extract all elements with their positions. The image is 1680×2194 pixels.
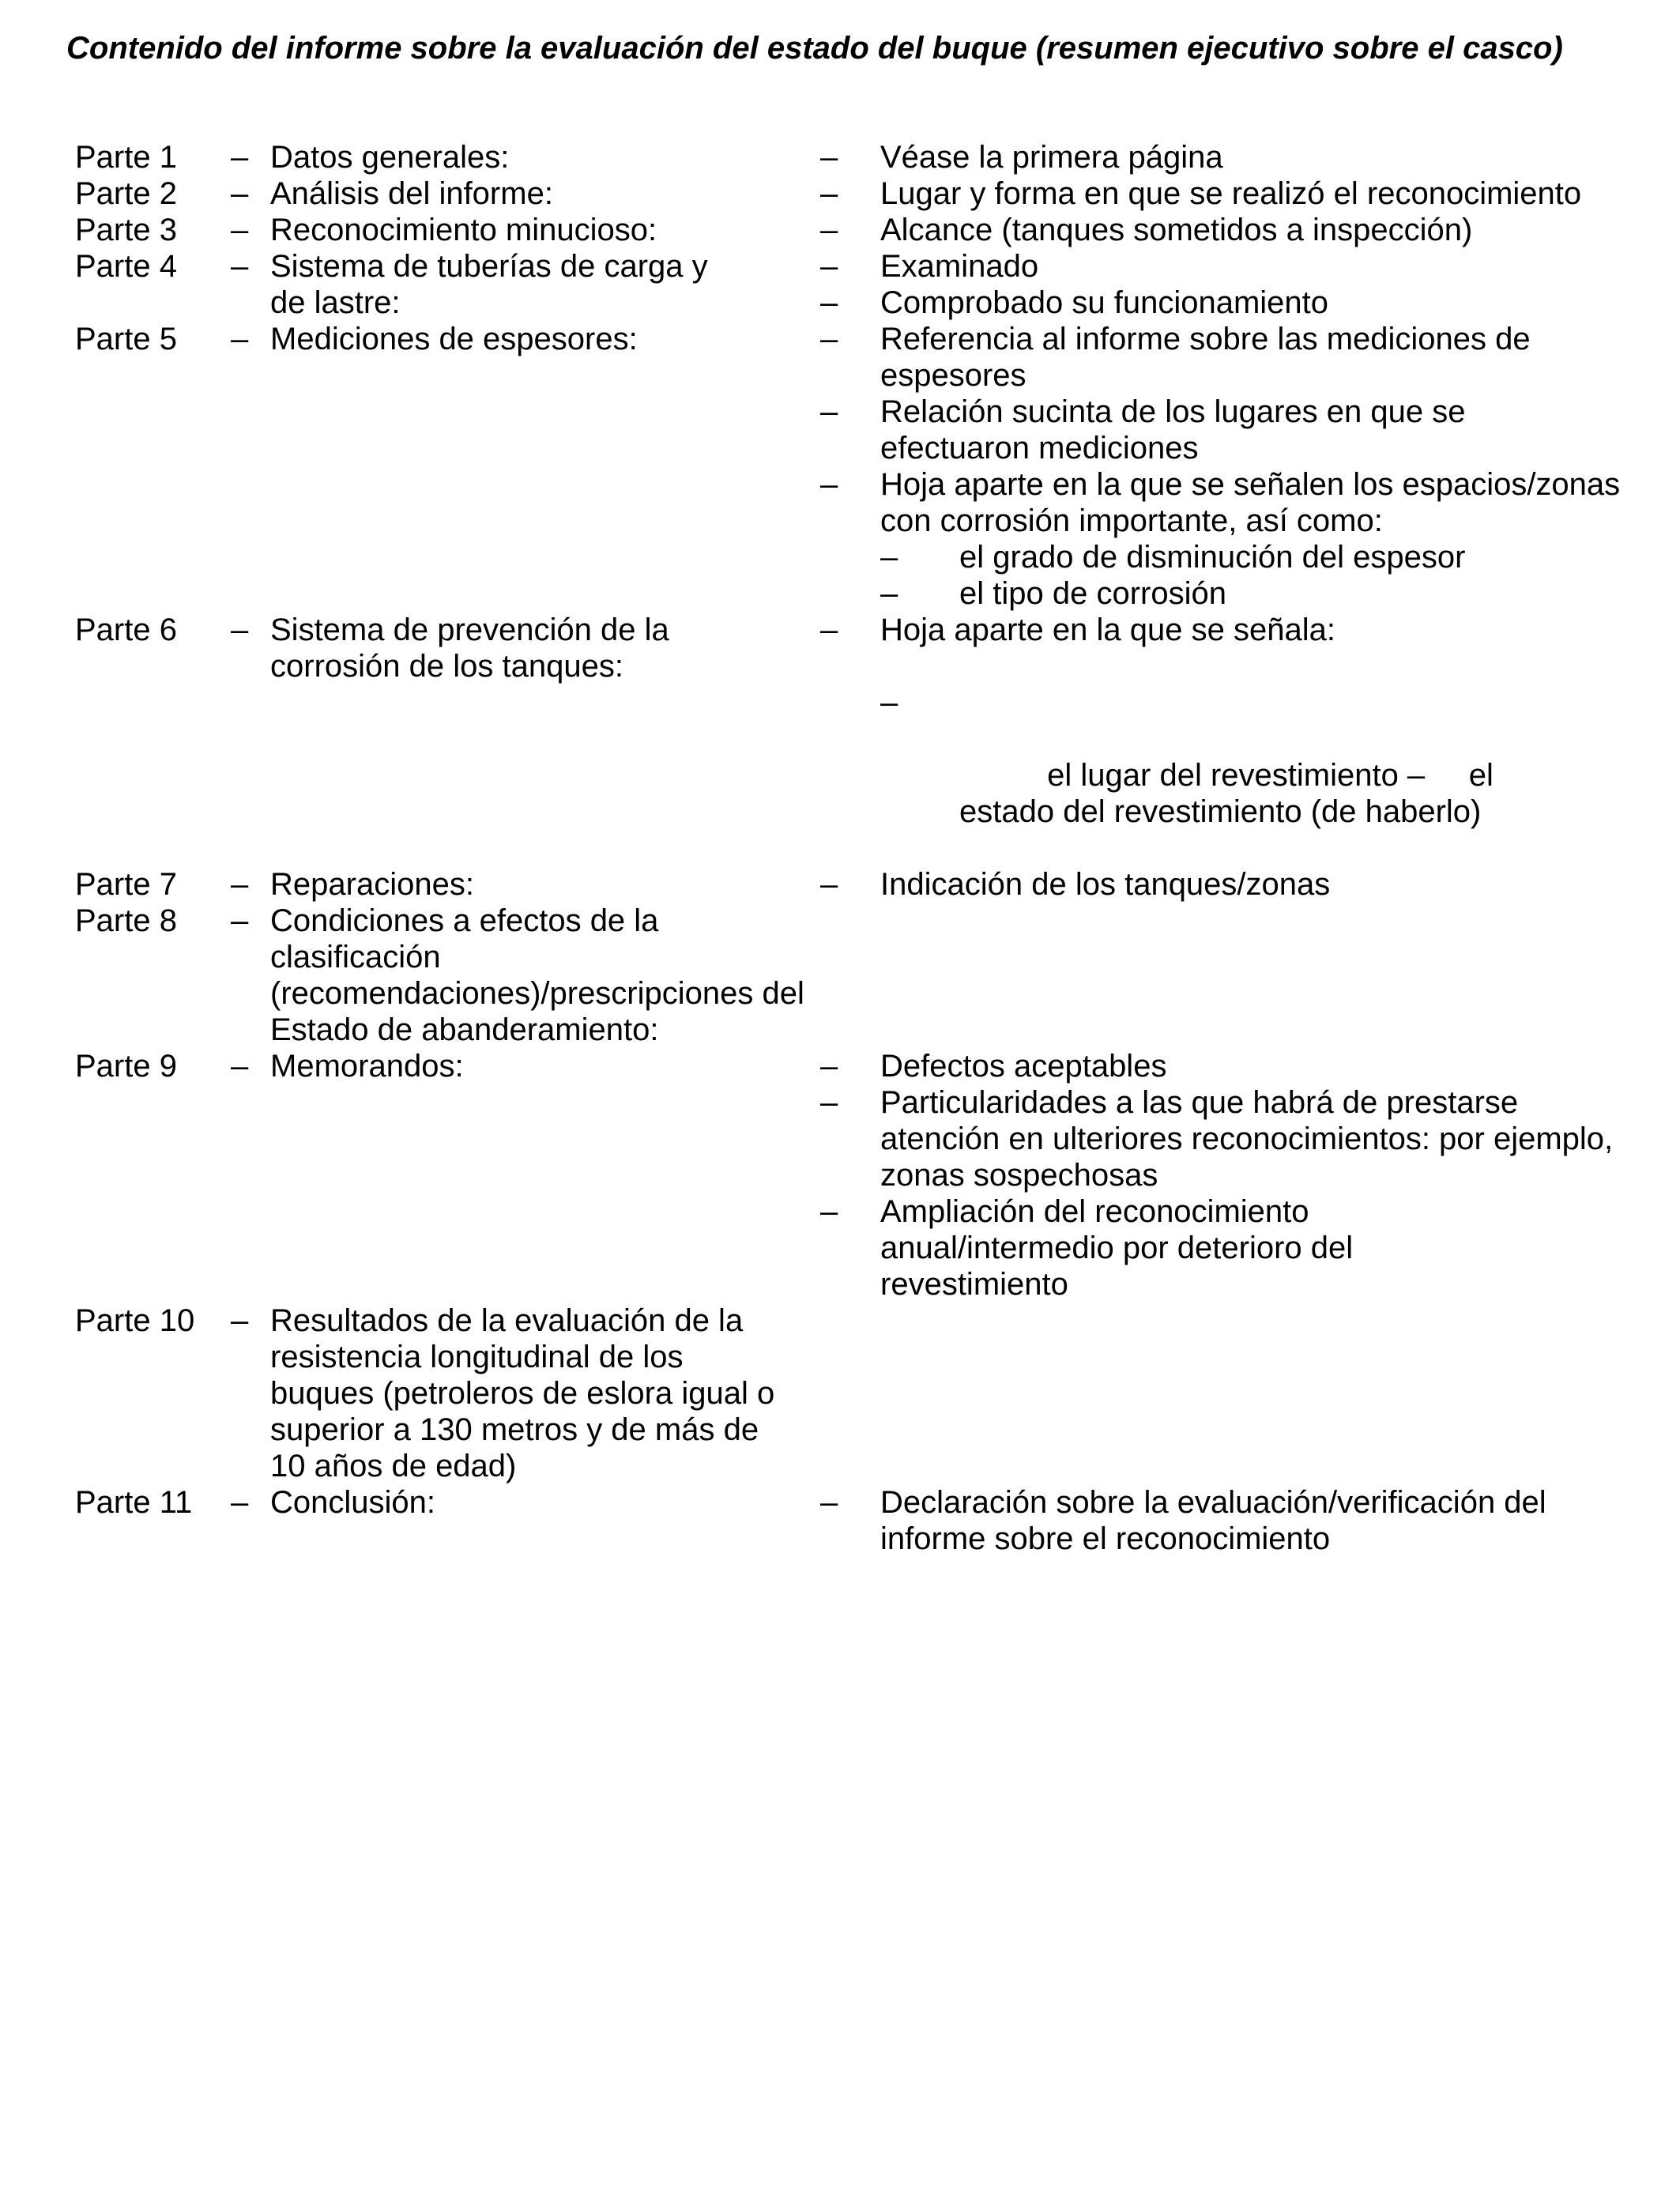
detail-dash: – (820, 140, 838, 175)
detail-text: Indicación de los tanques/zonas (880, 867, 1331, 902)
topic-dash: – (231, 1049, 249, 1084)
detail-dash: – (820, 867, 838, 902)
detail-text: Particularidades a las que habrá de prestarse atención en ulteriores reconocimientos: por ejemplo, zonas sospechosas (880, 1085, 1614, 1193)
part-label: Parte 9 (75, 1049, 177, 1084)
detail-dash: – (820, 213, 838, 247)
detail-text: Lugar y forma en que se realizó el reconocimiento (880, 176, 1582, 211)
detail-dash: – (820, 1085, 838, 1120)
part-topic: Condiciones a efectos de la clasificación (recomendaciones)/prescripciones del Estado de abanderamiento: (270, 903, 804, 1047)
detail-dash: – (820, 249, 838, 284)
detail-text: Hoja aparte en la que se señala: (880, 613, 1335, 647)
detail-item (820, 1048, 1642, 1084)
parts-list (0, 139, 1680, 1557)
detail-text: Véase la primera página (880, 140, 1223, 175)
part-label: Parte 4 (75, 249, 177, 284)
part-row (0, 139, 1680, 175)
part-row (0, 866, 1680, 903)
subdetail-item (820, 575, 1642, 612)
topic-dash: – (231, 903, 249, 938)
subdetail-item (820, 539, 1642, 575)
detail-text: Defectos aceptables (880, 1049, 1167, 1084)
part-topic: Análisis del informe: (270, 176, 553, 211)
part-topic: Conclusión: (270, 1485, 436, 1520)
topic-dash: – (231, 1485, 249, 1520)
document-title: Contenido del informe sobre la evaluación del estado del buque (resumen ejecutivo sobre el casco) (66, 31, 1563, 66)
detail-dash: – (820, 394, 838, 429)
detail-text: Alcance (tanques sometidos a inspección) (880, 213, 1473, 247)
detail-item (820, 866, 1642, 903)
detail-text: Examinado (880, 249, 1039, 284)
part-row (0, 212, 1680, 248)
subdetail-text: el tipo de corrosión (959, 576, 1226, 611)
detail-text: Referencia al informe sobre las mediciones de espesores (880, 322, 1531, 393)
part-label: Parte 7 (75, 867, 177, 902)
detail-dash: – (820, 467, 838, 502)
part-topic: Reconocimiento minucioso: (270, 213, 657, 247)
detail-item (820, 1484, 1642, 1557)
part-row (0, 1302, 1680, 1484)
topic-dash: – (231, 867, 249, 902)
part-details (820, 175, 1642, 212)
part-details (820, 248, 1642, 321)
part-topic: Datos generales: (270, 140, 510, 175)
detail-dash: – (820, 1049, 838, 1084)
part-topic: Sistema de tuberías de carga y de lastre: (270, 249, 708, 320)
subdetail-dash: – (880, 685, 898, 720)
part-topic: Memorandos: (270, 1049, 464, 1084)
detail-item (820, 139, 1642, 175)
detail-item (820, 612, 1642, 648)
part-row (0, 248, 1680, 321)
subdetail-dash: – (880, 576, 898, 611)
part-topic: Sistema de prevención de la corrosión de los tanques: (270, 613, 669, 684)
detail-text: Hoja aparte en la que se señalen los espacios/zonas con corrosión importante, así como: (880, 467, 1621, 538)
part-label: Parte 2 (75, 176, 177, 211)
part-label: Parte 6 (75, 613, 177, 647)
detail-text: Ampliación del reconocimiento anual/intermedio por deterioro del revestimiento (880, 1194, 1354, 1302)
part-details (820, 612, 1642, 866)
part-row (0, 1484, 1680, 1557)
part-details (820, 212, 1642, 248)
part-label: Parte 1 (75, 140, 177, 175)
detail-item (820, 321, 1642, 394)
part-topic: Mediciones de espesores: (270, 322, 638, 356)
blank-line (820, 648, 1642, 684)
subdetail-text: el grado de disminución del espesor (959, 540, 1466, 575)
part-topic: Resultados de la evaluación de la resistencia longitudinal de los buques (petroleros de eslora igual o superior a 130 metros y de más de 10 años de edad) (270, 1303, 775, 1483)
part-details (820, 866, 1642, 903)
topic-dash: – (231, 213, 249, 247)
detail-item (820, 1084, 1642, 1193)
detail-dash: – (820, 613, 838, 647)
detail-dash: – (820, 285, 838, 320)
part-label: Parte 5 (75, 322, 177, 356)
part-details (820, 321, 1642, 612)
subdetail-dash: – (880, 540, 898, 575)
topic-dash: – (231, 249, 249, 284)
detail-item (820, 175, 1642, 212)
subdetail-text: el lugar del revestimiento – el estado del revestimiento (de haberlo) (959, 758, 1502, 829)
part-label: Parte 10 (75, 1303, 195, 1338)
topic-dash: – (231, 322, 249, 356)
detail-item (820, 248, 1642, 285)
topic-dash: – (231, 613, 249, 647)
part-row (0, 903, 1680, 1048)
detail-item (820, 466, 1642, 539)
detail-dash: – (820, 1194, 838, 1229)
topic-dash: – (231, 1303, 249, 1338)
part-label: Parte 3 (75, 213, 177, 247)
detail-text: Comprobado su funcionamiento (880, 285, 1329, 320)
detail-dash: – (820, 322, 838, 356)
part-label: Parte 11 (75, 1485, 193, 1520)
part-details (820, 1048, 1642, 1302)
detail-item (820, 212, 1642, 248)
detail-dash: – (820, 1485, 838, 1520)
topic-dash: – (231, 176, 249, 211)
detail-dash: – (820, 176, 838, 211)
part-label: Parte 8 (75, 903, 177, 938)
part-row (0, 175, 1680, 212)
detail-item (820, 285, 1642, 321)
topic-dash: – (231, 140, 249, 175)
part-details (820, 139, 1642, 175)
detail-item (820, 1193, 1642, 1302)
part-row (0, 612, 1680, 866)
part-topic: Reparaciones: (270, 867, 474, 902)
part-details (820, 1484, 1642, 1557)
part-row (0, 1048, 1680, 1302)
detail-text: Relación sucinta de los lugares en que se efectuaron mediciones (880, 394, 1466, 466)
detail-item (820, 394, 1642, 466)
subdetail-item (820, 684, 1642, 866)
part-row (0, 321, 1680, 612)
detail-text: Declaración sobre la evaluación/verificación del informe sobre el reconocimiento (880, 1485, 1546, 1556)
